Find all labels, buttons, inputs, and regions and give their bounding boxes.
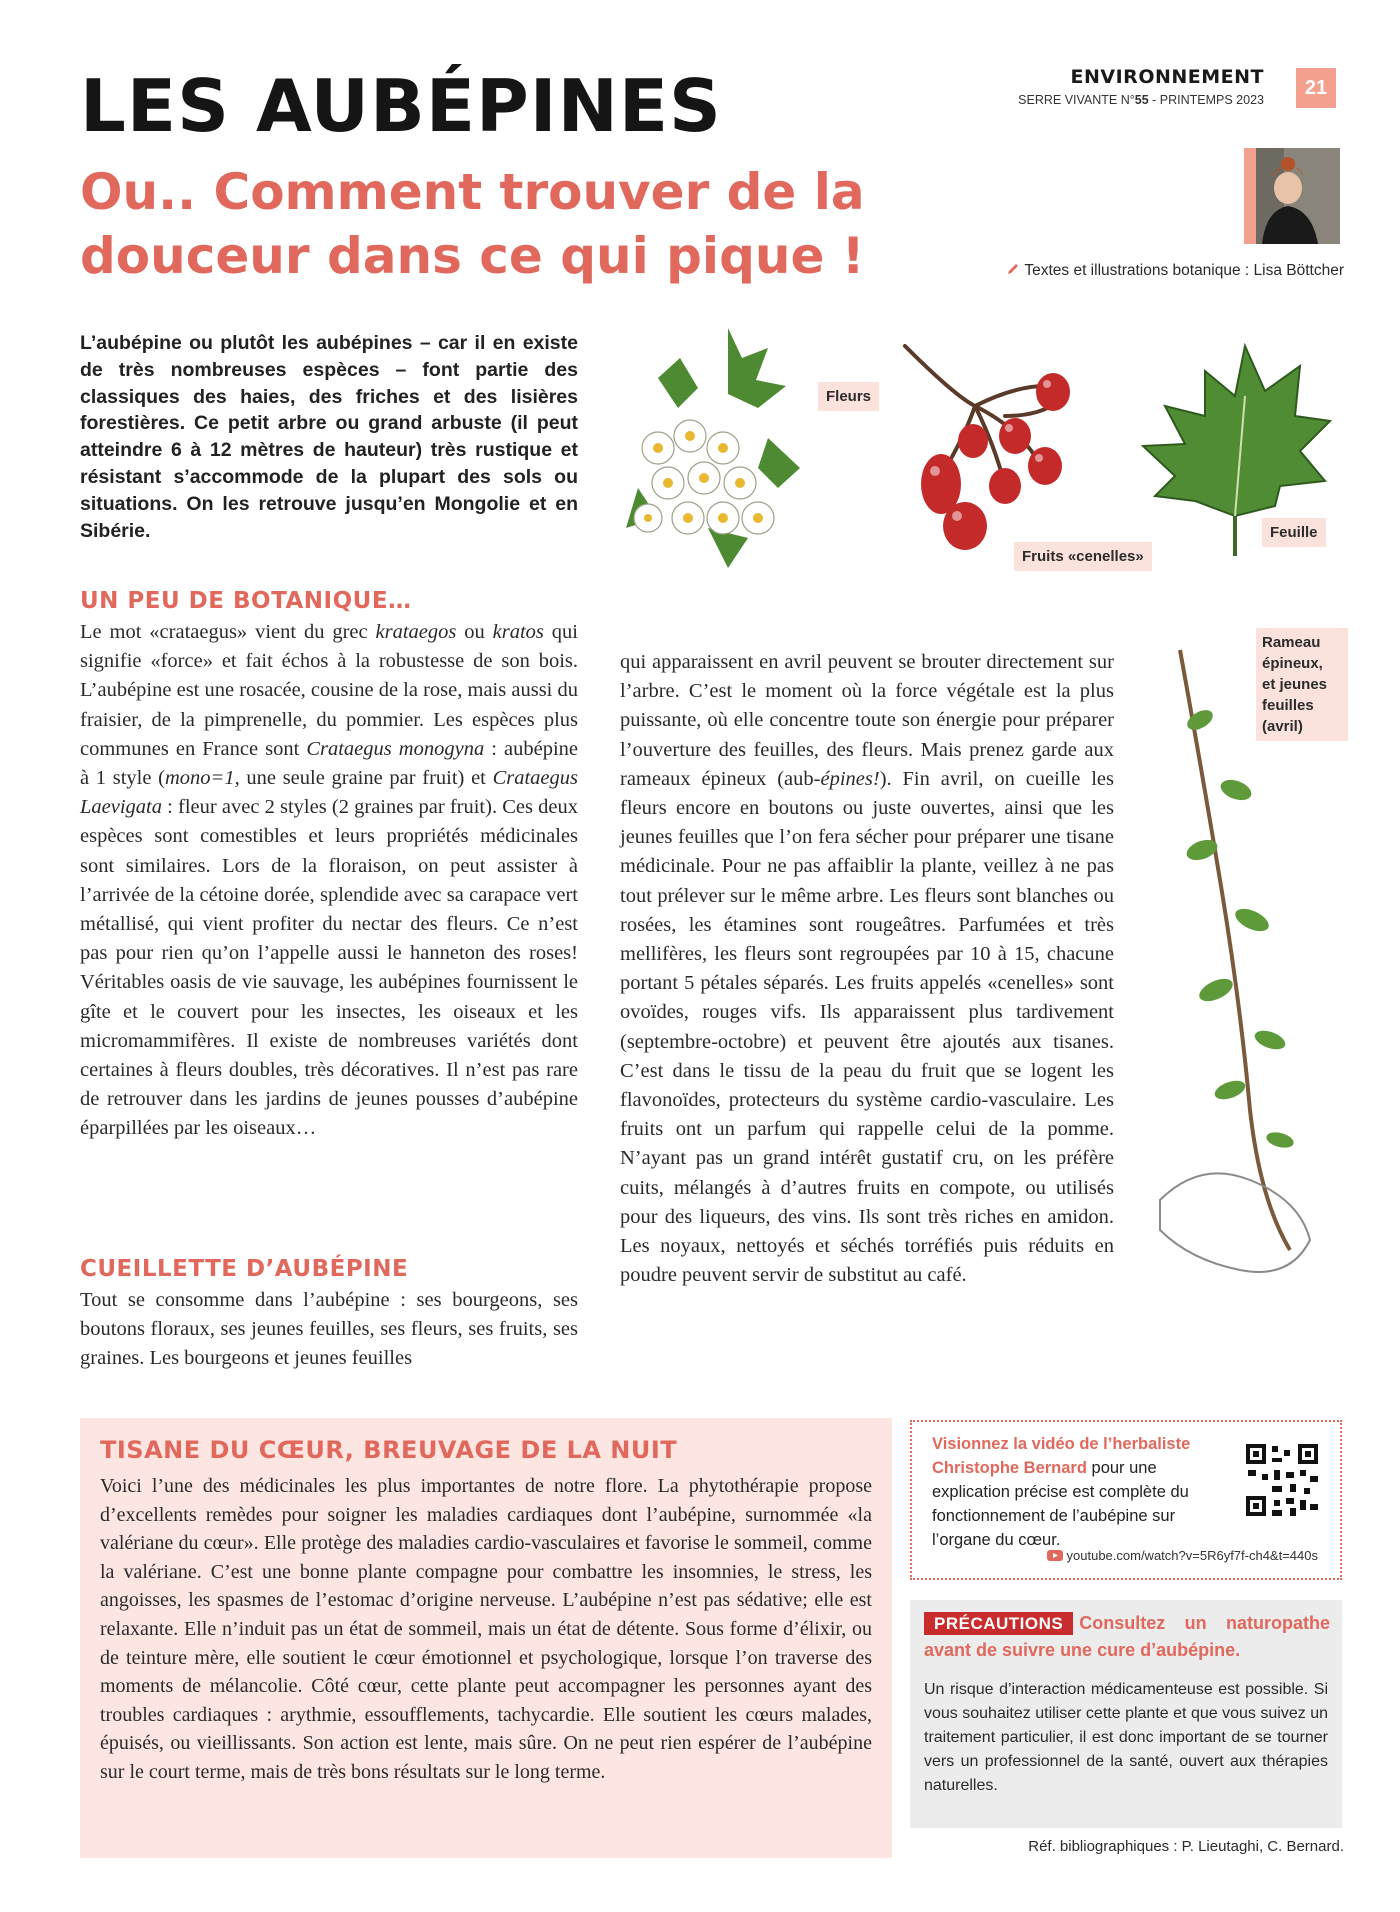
issue-prefix: SERRE VIVANTE N° [1018,93,1135,107]
video-link[interactable] [1047,1548,1318,1563]
label-rameau-line: Rameau [1262,634,1321,651]
label-rameau-line: (avril) [1262,718,1303,735]
page-number: 21 [1296,68,1336,108]
label-rameau-line: feuilles [1262,697,1314,714]
youtube-icon [1047,1550,1063,1561]
botanique-span: Le mot «crataegus» vient du grec [80,621,376,643]
botanique-span: ou [456,621,493,643]
botanique-span: une seule graine par fruit) et [239,767,493,790]
cueillette-span: ). Fin avril, on cueille les fleurs encore en boutons ou juste ouvertes, ainsi que les jeunes feuilles que l’on fera sécher pour préparer une tisane médicinale. Pour ne pas affaiblir la plante, veillez à ne pas tout prélever sur le même arbre. Les fleurs sont blanches ou rosées, les étamines sont rougeâtres. Parfumées et très mellifères, les fleurs sont regroupées par 10 à 15, chacune portant 5 pétales séparés. Les fruits appelés «cenelles» sont ovoïdes, rouges vifs. Ils apparaissent plus tardivement (septembre-octobre) et peuvent être ajoutés aux tisanes. C’est dans le tissu de la peau du fruit que se logent les flavonoïdes, protecteurs du système cardio-vasculaire. Les fruits ont un parfum qui rappelle celui de la pomme. N’ayant pas un grand intérêt gustatif cru, on les préfère cuits, mélangés à d’autres fruits en compote, ou utilisés pour des liqueurs, des vins. Ils sont très riches en amidon. Les noyaux, nettoyés et séchés torréfiés puis réduits en poudre peuvent servir de substitut au café. [620,767,1114,1287]
botanique-span: : fleur avec 2 styles (2 graines par fruit). Ces deux espèces sont comestibles et leurs propriétés médicinales sont similaires. Lors de la floraison, on peut assister à l’arrivée de la cétoine dorée, splendide avec sa carapace vert métallisé, qui vient profiter du nectar des fleurs. Ce n’est pas pour rien qu’on l’appelle aussi le hanneton des roses! Véritables oasis de vie sauvage, les aubépines fournissent le gîte et le couvert pour les insectes, les oiseaux et les micromammifères. Il existe de nombreuses variétés dont certaines à fleurs doubles, très décoratives. Il n’est pas rare de retrouver dans les jardins de jeunes pousses d’aubépine éparpillées par les oiseaux… [80,796,578,1140]
pencil-icon [1006,262,1020,276]
tisane-text: Voici l’une des médicinales les plus importantes de notre flore. La phytothérapie propose d’excellents remèdes pour soigner les maladies cardiaques dont l’aubépine, surnommée «la valériane du cœur». Elle protège des maladies cardio-vasculaires et favorise le sommeil, comme la valériane. C’est une bonne plante compagne pour combattre les insomnies, le stress, les angoisses, les spasmes de l’estomac d’origine nerveuse. L’aubépine n’est pas sédative; elle est relaxante. Elle n’induit pas un état de sommeil, mais un état de détente. Sous forme d’élixir, ou de teinture mère, elle soutient le cœur émotionnel et psychologique, lorsque l’on traverse des moments de mélancolie. Côté cœur, cette plante peut accompagner les personnes ayant des troubles cardiaques : arythmie, essoufflements, tachycardie. Elle soutient les cœurs malades, épuisés, ou vieillissants. Son action est lente, mais sûre. On ne peut rien espérer de l’aubépine sur le court terme, mais de très bons résultats sur le long terme. [100,1475,872,1783]
botanique-italic: Crataegus Laevigata [80,767,578,819]
cueillette-text-col2 [620,648,1114,1290]
cueillette-italic: épines! [820,767,880,790]
precautions-badge: PRÉCAUTIONS [924,1612,1073,1635]
issue-number: 55 [1134,93,1149,107]
cueillette-heading: CUEILLETTE D’AUBÉPINE [80,1256,409,1282]
label-feuille: Feuille [1262,518,1326,547]
precautions-headline-block [924,1610,1330,1664]
video-description: pour une explication précise est complète du fonctionnement de l’aubépine sur l’organe du cœur. [932,1459,1189,1549]
author-portrait [1244,148,1340,244]
video-highlight: Visionnez la vidéo de l’herbaliste Christophe Bernard [932,1435,1191,1477]
section-name: ENVIRONNEMENT [1070,66,1264,88]
precautions-text: Un risque d’interaction médicamenteuse est possible. Si vous souhaitez utiliser cette plante et que vous suivez un traitement particulier, il est donc important de se tourner vers un professionnel de la santé, ouvert aux thérapies naturelles. [924,1681,1328,1794]
botanique-span: qui signifie «force» et fait échos à la robustesse de son bois. L’aubépine est une rosacée, cousine de la rose, mais aussi du fraisier, de la pimprenelle, du pommier. Les espèces plus communes en France sont [80,621,578,760]
cueillette-span: qui apparaissent en avril peuvent se brouter directement sur l’arbre. C’est le moment où la force végétale est la plus puissante, où elle concentre toute son énergie pour préparer l’ouverture des feuilles, des fleurs. Mais prenez garde aux rameaux épineux (aub- [620,651,1114,790]
cueillette-text-col1: Tout se consomme dans l’aubépine : ses bourgeons, ses boutons floraux, ses jeunes feuilles, ses fleurs, ses fruits, ses graines. Les bourgeons et jeunes feuilles [80,1289,578,1370]
botanique-italic: Crataegus monogyna [306,737,485,760]
precautions-headline: Consultez un naturopathe avant de suivre une cure d’aubépine. [924,1613,1330,1660]
botanique-heading: UN PEU DE BOTANIQUE… [80,588,412,614]
label-rameau [1256,628,1348,741]
author-photo [1244,148,1340,244]
label-rameau-line: épineux, [1262,655,1323,672]
berries-illustration [895,336,1095,556]
page-subtitle: Ou.. Comment trouver de la douceur dans ce qui pique ! [80,163,865,285]
botanique-italic: krataegos [375,621,457,643]
botanique-text [80,618,578,1144]
video-url[interactable]: youtube.com/watch?v=5R6yf7f-ch4&t=440s [1066,1548,1318,1563]
credit-text: Textes et illustrations botanique : Lisa Böttcher [1024,262,1344,279]
botanique-italic: kratos [492,621,544,643]
label-rameau-line: et jeunes [1262,676,1328,693]
botanique-span: : aubépine à 1 style ( [80,737,578,790]
label-fleurs: Fleurs [818,382,879,411]
precautions-box [910,1600,1342,1828]
issue-suffix: - PRINTEMPS 2023 [1148,93,1264,107]
credit-line [920,262,1344,280]
intro-paragraph: L’aubépine ou plutôt les aubépines – car il en existe de très nombreuses espèces – font partie des classiques des haies, des friches et des lisières forestières. Ce petit arbre ou grand arbuste (il peut atteindre 6 à 12 mètres de hauteur) très rustique et résistant s’accommode de la plupart des sols ou situations. On les retrouve jusqu’en Mongolie et en Sibérie. [80,332,578,542]
video-text [932,1432,1222,1552]
references: Réf. bibliographiques : P. Lieutaghi, C. Bernard. [1028,1838,1344,1855]
flowers-illustration [618,318,810,580]
qr-code-icon [1244,1442,1320,1518]
video-box [910,1420,1342,1580]
tisane-box [80,1418,892,1858]
tisane-heading: TISANE DU CŒUR, BREUVAGE DE LA NUIT [100,1436,678,1464]
page-title: LES AUBÉPINES [80,64,722,148]
label-fruits: Fruits «cenelles» [1014,542,1152,571]
botanique-italic: mono=1, [164,767,240,790]
issue-info [960,93,1264,107]
